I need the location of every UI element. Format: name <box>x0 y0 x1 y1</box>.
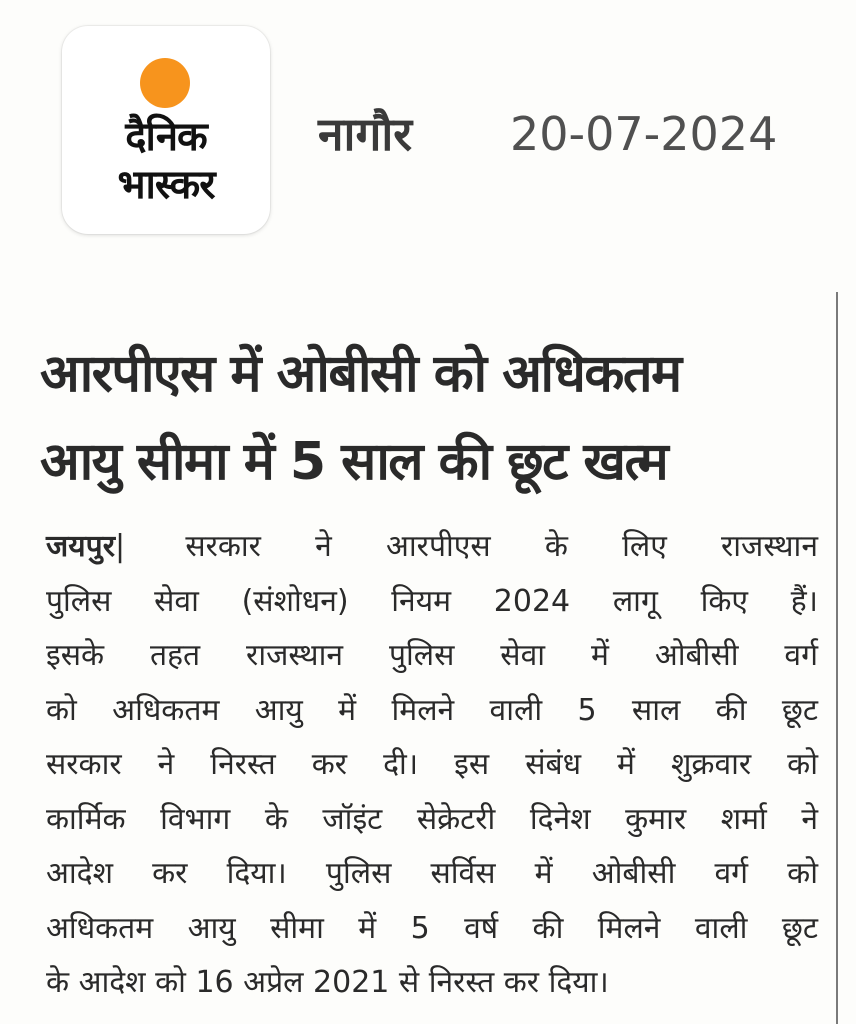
article-line: अधिकतम आयु सीमा में 5 वर्ष की मिलने वाली छूट <box>46 910 818 946</box>
article-headline <box>40 330 820 506</box>
article-line-text: सरकार ने आरपीएस के लिए राजस्थान <box>185 529 818 564</box>
dateline-separator: | <box>114 529 126 564</box>
article-line: के आदेश को 16 अप्रेल 2021 से निरस्त कर दिया। <box>46 965 609 1000</box>
headline-line: आरपीएस में ओबीसी को अधिकतम <box>40 344 681 404</box>
dateline: जयपुर <box>46 529 115 564</box>
sun-icon <box>140 58 190 108</box>
edition-city: नागौर <box>318 107 413 161</box>
article-body <box>46 520 818 1011</box>
article-line: इसके तहत राजस्थान पुलिस सेवा में ओबीसी वर्ग <box>46 638 818 673</box>
article-line: सरकार ने निरस्त कर दी। इस संबंध में शुक्रवार को <box>46 747 818 782</box>
article-line: पुलिस सेवा (संशोधन) नियम 2024 लागू किए हैं। <box>46 583 818 619</box>
article-line: कार्मिक विभाग के जॉइंट सेक्रेटरी दिनेश कुमार शर्मा ने <box>46 801 818 837</box>
article-line <box>46 520 818 575</box>
article-line: को अधिकतम आयु में मिलने वाली 5 साल की छूट <box>46 692 818 728</box>
logo-text-line2: भास्कर <box>117 162 215 208</box>
edition-date: 20-07-2024 <box>510 107 778 161</box>
article-line: आदेश कर दिया। पुलिस सर्विस में ओबीसी वर्ग को <box>46 856 818 891</box>
headline-line: आयु सीमा में 5 साल की छूट खत्म <box>40 432 668 492</box>
logo-text-line1: दैनिक <box>125 114 207 160</box>
column-divider <box>836 292 838 1024</box>
